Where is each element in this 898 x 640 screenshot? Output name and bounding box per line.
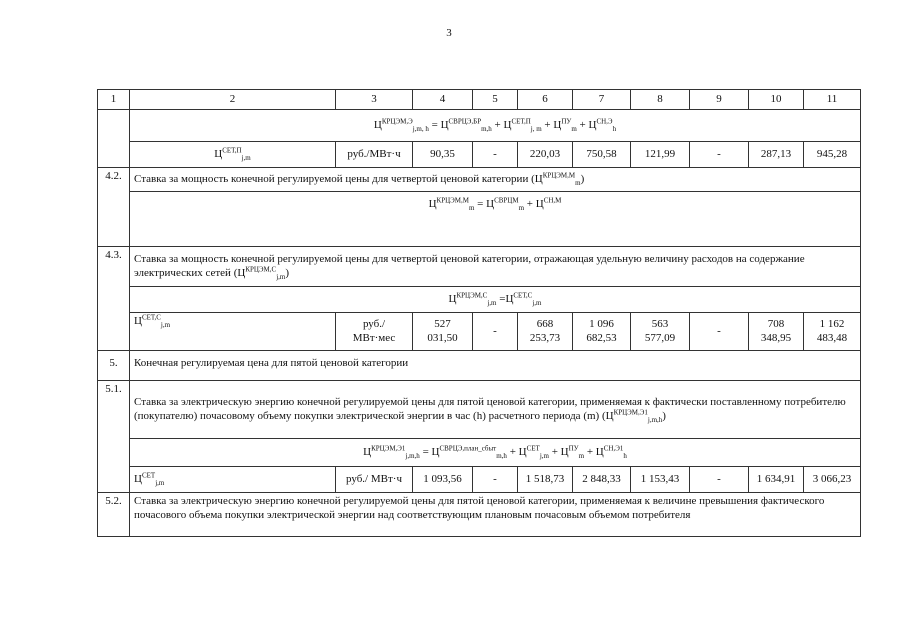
- row-label: $Ц^{СЕТ,С}_{j,m}$: [130, 313, 336, 351]
- section-number: 4.3.: [98, 247, 130, 351]
- value-cell: 3 066,23: [804, 467, 861, 493]
- section-text: Ставка за электрическую энергию конечной регулируемой цены для пятой ценовой категории, применяемая к величине превышения фактического почасового объема покупки электрической энергии над соответствующим плановым почасовым объемом потребителя: [130, 493, 861, 537]
- section-text: Ставка за электрическую энергию конечной регулируемой цены для пятой ценовой категории, применяемая к фактически поставленному потребителю (покупателю) почасовому объему покупки электрической энергии в час (h) расчетного периода (m) $(Ц^{КРЦЭМ,Э1}_{j,m,h})$: [130, 381, 861, 439]
- header-cell: 10: [749, 90, 804, 110]
- value-cell: 287,13: [749, 142, 804, 168]
- table-row: [98, 313, 861, 351]
- section-number: 4.2.: [98, 168, 130, 247]
- formula-energy-4: $Ц^{КРЦЭМ,Э}_{j,m, h} = Ц^{СВРЦЭ,БР}_{m,h} + Ц^{СЕТ,П}_{j, m} + Ц^{ПУ}_m + Ц^{СН,Э}_h$: [130, 110, 861, 142]
- value-cell: 121,99: [631, 142, 690, 168]
- value-cell: 527 031,50: [413, 313, 473, 351]
- value-cell: 1 634,91: [749, 467, 804, 493]
- header-cell: 2: [130, 90, 336, 110]
- header-cell: 4: [413, 90, 473, 110]
- value-cell: 90,35: [413, 142, 473, 168]
- unit-cell: руб./МВт·ч: [336, 142, 413, 168]
- value-cell: 1 093,56: [413, 467, 473, 493]
- page-number: 3: [446, 27, 452, 39]
- section-text: Конечная регулируемая цена для пятой ценовой категории: [130, 351, 861, 381]
- tariff-table: [97, 89, 861, 537]
- value-cell: -: [690, 467, 749, 493]
- section-number: 5.2.: [98, 493, 130, 537]
- value-cell: 1 162 483,48: [804, 313, 861, 351]
- value-cell: 1 153,43: [631, 467, 690, 493]
- table-row: [98, 467, 861, 493]
- value-cell: 1 096 682,53: [573, 313, 631, 351]
- header-cell: 6: [518, 90, 573, 110]
- header-cell: 9: [690, 90, 749, 110]
- value-cell: -: [690, 313, 749, 351]
- unit-cell: руб./ МВт·ч: [336, 467, 413, 493]
- value-cell: -: [473, 313, 518, 351]
- value-cell: 708 348,95: [749, 313, 804, 351]
- unit-cell: руб./ МВт·мес: [336, 313, 413, 351]
- value-cell: 2 848,33: [573, 467, 631, 493]
- formula-power-4: $Ц^{КРЦЭМ,М}_m = Ц^{СВРЦМ}_m + Ц^{СН,М}$: [130, 192, 861, 247]
- value-cell: -: [473, 142, 518, 168]
- value-cell: -: [473, 467, 518, 493]
- formula-energy-5: $Ц^{КРЦЭМ,Э1}_{j,m,h} = Ц^{СВРЦЭ,план\_сбыт}_{m,h} + Ц^{СЕТ}_{j,m} + Ц^{ПУ}_m + Ц^{СН,Э1}_h$: [130, 439, 861, 467]
- header-row: [98, 90, 861, 110]
- formula-network-4: $Ц^{КРЦЭМ,С}_{j,m} =Ц^{СЕТ,С}_{j,m}$: [130, 287, 861, 313]
- value-cell: -: [690, 142, 749, 168]
- section-number: 5.1.: [98, 381, 130, 493]
- value-cell: 945,28: [804, 142, 861, 168]
- header-cell: 3: [336, 90, 413, 110]
- table-row: [98, 142, 861, 168]
- header-cell: 11: [804, 90, 861, 110]
- header-cell: 7: [573, 90, 631, 110]
- value-cell: 563 577,09: [631, 313, 690, 351]
- header-cell: 5: [473, 90, 518, 110]
- value-cell: 1 518,73: [518, 467, 573, 493]
- row-label: $Ц^{СЕТ,П}_{j,m}$: [130, 142, 336, 168]
- header-cell: 8: [631, 90, 690, 110]
- value-cell: 750,58: [573, 142, 631, 168]
- header-cell: 1: [98, 90, 130, 110]
- row-label: $Ц^{СЕТ}_{j,m}$: [130, 467, 336, 493]
- section-number: 5.: [98, 351, 130, 381]
- section-text: Ставка за мощность конечной регулируемой цены для четвертой ценовой категории, отражающая удельную величину расходов на содержание электрических сетей $(Ц^{КРЦЭМ,С}_{j,m})$: [130, 247, 861, 287]
- value-cell: 220,03: [518, 142, 573, 168]
- value-cell: 668 253,73: [518, 313, 573, 351]
- section-text: Ставка за мощность конечной регулируемой цены для четвертой ценовой категории $(Ц^{КРЦЭМ,М}_m)$: [130, 168, 861, 192]
